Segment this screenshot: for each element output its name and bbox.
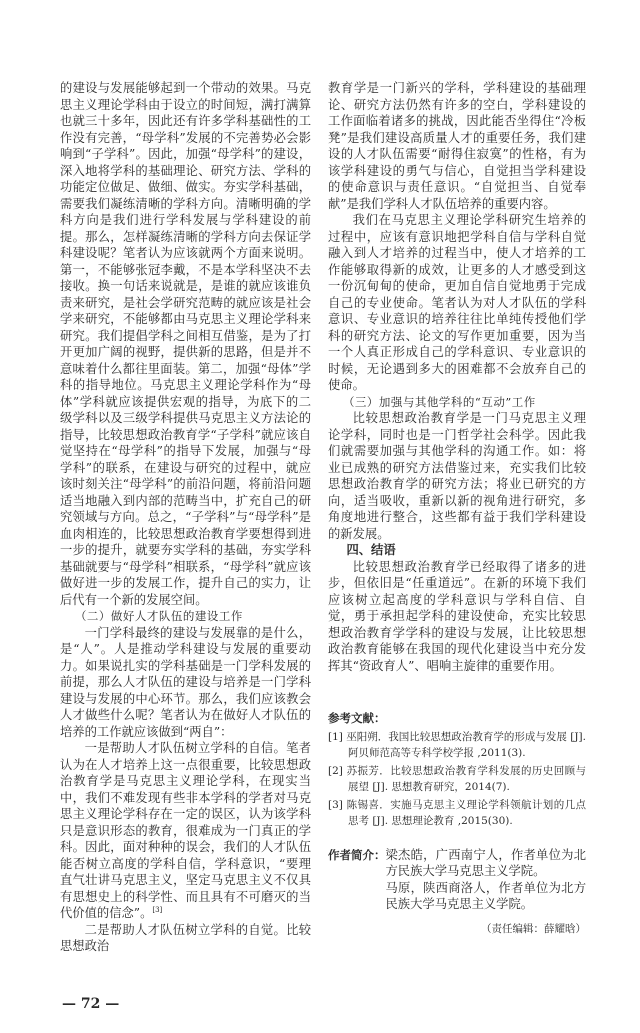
paragraph: 的建设与发展能够起到一个带动的效果。马克思主义理论学科由于设立的时间短，满打满算也就三十多年，因此还有许多学科基础性的工作没有完善，“母学科”发展的不完善势必会影响到“子学科”。因此，加强“母学科”的建设，深入地将学科的基础理论、研究方法、学科的功能定位做足、做细、做实。夯实学科基础，需要我们凝练清晰的学科方向。清晰明确的学科方向是我们进行学科发展与学科建设的前提。那么，怎样凝练清晰的学科方向去保证学科建设呢？笔者认为应该就两个方面来说明。第一，不能够张冠李戴，不是本学科坚决不去接收。换一句话来说就是，是谁的就应该谁负责来研究，是社会学研究范畴的就应该是社会学来研究，不能够都由马克思主义理论学科来研究。我们提倡学科之间相互借鉴，是为了打开更加广阔的视野，提供新的思路，但是并不意味着什么都往里面装。第二，加强“母体”学科的指导地位。马克思主义理论学科作为“母体”学科就应该提供宏观的指导，为底下的二级学科以及三级学科提供马克思主义方法论的指导，比较思想政治教育学“子学科”就应该自觉坚持在“母学科”的指导下发展，加强与“母学科”的联系，在建设与研究的过程中，就应该时刻关注“母学科”的前沿问题，将前沿问题适当地融入到内部的范畴当中，扩充自己的研究领域与方向。总之，“子学科”与“母学科”是血肉相连的，比较思想政治教育学要想得到进一步的提升，就要夯实学科的基础，夯实学科基础就要与“母学科”相联系，“母学科”就应该做好进一步的发展工作，提升自己的实力，让后代有一个新的发展空间。: [60, 81, 311, 607]
paragraph: 二是帮助人才队伍树立学科的自觉。比较思想政治: [60, 922, 311, 953]
paragraph: 我们在马克思主义理论学科研究生培养的过程中，应该有意识地把学科自信与学科自觉融入到人才培养的过程当中，使人才培养的工作能够取得新的成效，让更多的人才感受到这一份沉甸甸的使命，更加自信自觉地勇于完成自己的专业使命。笔者认为对人才队伍的学科意识、专业意识的培养往往比单纯传授他们学科的研究方法、论文的写作更加重要，因为当一个人真正形成自己的学科意识、专业意识的时候，无论遇到多大的困难都不会放弃自己的使命。: [328, 213, 586, 392]
reference-item: [3] 陈锡喜．实施马克思主义理论学科领航计划的几点思考 [J]. 思想理论教育 ,2015(30).: [328, 798, 586, 827]
section-heading: （二）做好人才队伍的建设工作: [74, 609, 243, 623]
author-entry: 马原，陕西商洛人，作者单位为北方民族大学马克思主义学院。: [385, 880, 586, 911]
right-column: [328, 80, 586, 937]
paragraph-text: 一是帮助人才队伍树立学科的自信。笔者认为在人才培养上这一点很重要，比较思想政治教育学是马克思主义理论学科，在现实当中，我们不难发现有些非本学科的学者对马克思主义理论学科存在一定的误区，认为该学科只是意识形态的教育，很难成为一门真正的学科。因此，面对种种的误会，我们的人才队伍能否树立高度的学科自信，学科意识，“要理直气壮讲马克思主义，坚定马克思主义不仅具有思想史上的科学性、而且具有不可磨灭的当代价值的信念”。: [60, 741, 311, 920]
reference-item: [1] 巫阳朔．我国比较思想政治教育学的形成与发展 [J]. 阿贝师范高等专科学校学报 ,2011(3).: [328, 730, 586, 759]
left-column: [60, 80, 311, 1013]
paragraph: [60, 740, 311, 922]
page-number: — 72 —: [62, 995, 120, 1012]
reference-item: [2] 苏振芳．比较思想政治教育学科发展的历史回顾与展望 [J]. 思想教育研究，2014(7).: [328, 764, 586, 793]
section-heading: （三）加强与其他学科的“互动”工作: [342, 394, 536, 409]
author-bio: [328, 847, 586, 913]
author-label: 作者简介：: [328, 847, 386, 862]
references-title: 参考文献：: [328, 711, 386, 725]
paragraph: 教育学是一门新兴的学科，学科建设的基础理论、研究方法仍然有许多的空白，学科建设的工作面临着诸多的挑战，因此能否坐得住“冷板凳”是我们建设高质量人才的重要任务，我们建设的人才队伍需要“耐得住寂寞”的性格，有为该学科建设的勇气与信心，自觉担当学科建设的使命意识与责任意识。“自觉担当、自觉奉献”是我们学科人才队伍培养的重要内容。: [328, 81, 586, 211]
paragraph: 比较思想政治教育学是一门马克思主义理论学科，同时也是一门哲学社会科学。因此我们就需要加强与其他学科的沟通工作。如：将业已成熟的研究方法借鉴过来，充实我们比较思想政治教育学的研究方法；将业已研究的方向，适当吸收，重新以新的视角进行研究，多角度地进行整合，这些都有益于我们学科建设的新发展。: [328, 411, 586, 541]
editor-note: （责任编辑：薛耀晗）: [481, 922, 586, 935]
author-entry: 梁杰皓，广西南宁人，作者单位为北方民族大学马克思主义学院。: [385, 847, 586, 878]
section-heading: 四、结语: [346, 542, 396, 557]
paragraph: 比较思想政治教育学已经取得了诸多的进步，但依旧是“任重道远”。在新的环境下我们应该树立起高度的学科意识与学科自信、自觉，勇于承担起学科的建设使命，充实比较思想政治教育学学科的建设与发展，让比较思想政治教育能够在我国的现代化建设当中充分发挥其“资政育人”、唱响主旋律的重要作用。: [328, 559, 586, 673]
paragraph: 一门学科最终的建设与发展靠的是什么，是“人”。人是推动学科建设与发展的重要动力。如果说扎实的学科基础是一门学科发展的前提，那么人才队伍的建设与培养是一门学科建设与发展的中心环节。那么，我们应该教会人才做些什么呢？笔者认为在做好人才队伍的培养的工作就应该做到“两自”：: [60, 625, 311, 739]
citation-marker: [3]: [152, 905, 163, 914]
